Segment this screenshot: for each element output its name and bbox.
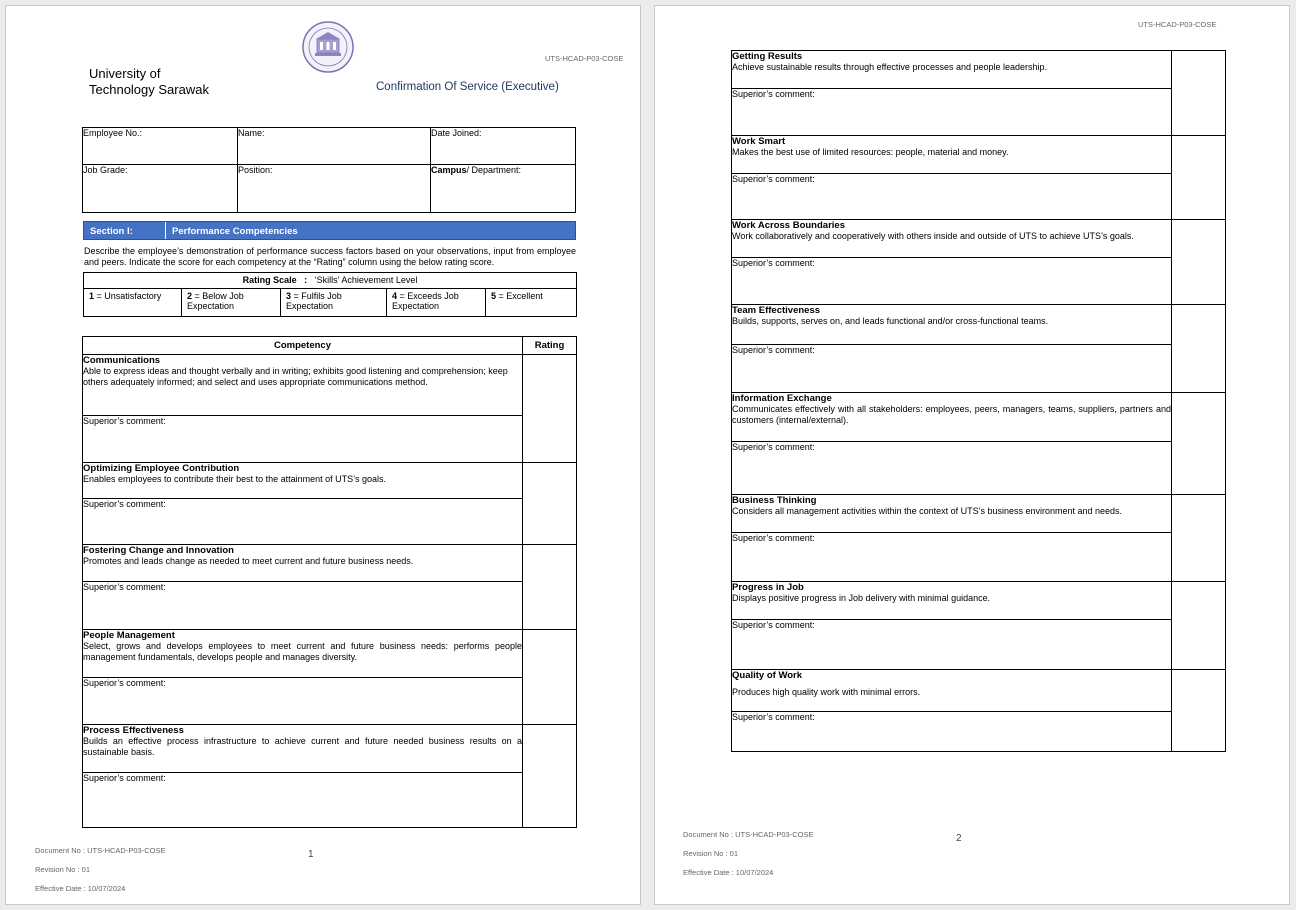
competency-title: Information Exchange [732,393,832,404]
superior-comment-field[interactable]: Superior’s comment: [732,89,1172,136]
document-code: UTS-HCAD-P03-COSE [1138,20,1217,29]
rating-scale-title: Rating Scale [242,275,297,285]
rating-scale-header [84,273,577,289]
position-field[interactable]: Position: [238,165,431,213]
rating-level-text: = Fulfils Job Expectation [286,291,342,311]
competency-process-effectiveness [83,725,523,773]
superior-comment-field[interactable]: Superior’s comment: [732,174,1172,220]
rating-cell[interactable] [523,725,577,828]
rating-level-2 [182,289,281,317]
competency-table-page-1 [82,336,577,828]
competency-getting-results [732,51,1172,89]
competency-title: Fostering Change and Innovation [83,545,234,556]
superior-comment-field[interactable]: Superior’s comment: [83,678,523,725]
university-name-line-2: Technology Sarawak [89,82,209,97]
competency-description: Considers all management activities within the context of UTS’s business environment and needs. [732,506,1123,516]
footer-revision-no: Revision No : 01 [683,849,739,858]
superior-comment-field[interactable]: Superior’s comment: [732,533,1172,582]
rating-level-5 [486,289,577,317]
competency-title: Progress in Job [732,582,804,593]
competency-description: Able to express ideas and thought verbally and in writing; exhibits good listening and comprehension; keep others adequately informed; and select and uses appropriate communications method. [83,366,508,387]
rating-scale-table [83,272,577,317]
job-grade-field[interactable]: Job Grade: [83,165,238,213]
competency-business-thinking [732,495,1172,533]
competency-title: Process Effectiveness [83,725,184,736]
rating-cell[interactable] [1172,582,1226,670]
competency-title: Communications [83,355,161,366]
footer-document-no: Document No : UTS-HCAD-P03-COSE [683,830,814,839]
rating-cell[interactable] [1172,305,1226,393]
superior-comment-field[interactable]: Superior’s comment: [732,258,1172,305]
university-seal-logo [302,21,354,73]
rating-cell[interactable] [523,545,577,630]
rating-level-text: = Unsatisfactory [94,291,162,301]
rating-column-header: Rating [523,337,577,355]
footer-revision-no: Revision No : 01 [35,865,91,874]
competency-title: Work Across Boundaries [732,220,845,231]
page-number: 2 [956,833,962,844]
superior-comment-field[interactable]: Superior’s comment: [83,499,523,545]
rating-level-3 [281,289,387,317]
competency-information-exchange [732,393,1172,442]
footer-effective-date: Effective Date : 10/07/2024 [35,884,126,893]
rating-level-number: 2 [187,291,193,301]
university-name-line-1: University of [89,66,161,81]
department-label: / Department: [466,165,522,175]
competency-description: Builds, supports, serves on, and leads functional and/or cross-functional teams. [732,316,1049,326]
competency-description: Displays positive progress in Job delivery with minimal guidance. [732,593,991,603]
section-title: Performance Competencies [172,226,298,237]
rating-cell[interactable] [1172,393,1226,495]
competency-description: Produces high quality work with minimal errors. [732,687,921,697]
rating-level-number: 5 [491,291,497,301]
rating-level-text: = Excellent [496,291,543,301]
rating-cell[interactable] [523,630,577,725]
competency-description: Enables employees to contribute their best to the attainment of UTS’s goals. [83,474,387,484]
rating-level-4 [387,289,486,317]
document-code: UTS-HCAD-P03-COSE [545,54,624,63]
superior-comment-field[interactable]: Superior’s comment: [732,345,1172,393]
rating-cell[interactable] [1172,670,1226,752]
superior-comment-field[interactable]: Superior’s comment: [83,416,523,463]
competency-fostering-change-and-innovation [83,545,523,582]
rating-cell[interactable] [523,355,577,463]
competency-description: Promotes and leads change as needed to meet current and future business needs. [83,556,414,566]
footer-effective-date: Effective Date : 10/07/2024 [683,868,774,877]
name-field[interactable]: Name: [238,128,431,165]
rating-cell[interactable] [1172,136,1226,220]
rating-cell[interactable] [523,463,577,545]
competency-description: Builds an effective process infrastructure to achieve current and future needed business results on a sustainable basis. [83,736,522,757]
competency-table-page-2 [731,50,1226,752]
competency-description: Achieve sustainable results through effective processes and people leadership. [732,62,1048,72]
footer-document-no: Document No : UTS-HCAD-P03-COSE [35,846,166,855]
campus-department-field[interactable] [431,165,576,213]
competency-title: Team Effectiveness [732,305,821,316]
rating-level-text: = Exceeds Job Expectation [392,291,459,311]
competency-optimizing-employee-contribution [83,463,523,499]
rating-cell[interactable] [1172,220,1226,305]
rating-level-text: = Below Job Expectation [187,291,244,311]
superior-comment-field[interactable]: Superior’s comment: [732,620,1172,670]
competency-description: Communicates effectively with all stakeholders: employees, peers, managers, teams, suppliers, partners and customers (internal/external). [732,404,1171,425]
competency-title: Work Smart [732,136,786,147]
rating-level-number: 4 [392,291,398,301]
competency-title: Business Thinking [732,495,817,506]
superior-comment-field[interactable]: Superior’s comment: [732,442,1172,495]
superior-comment-field[interactable]: Superior’s comment: [732,712,1172,752]
section-divider [165,222,166,239]
competency-description: Select, grows and develops employees to meet current and future business needs: performs people management fundamentals, develops people and manages diversity. [83,641,522,662]
section-header [83,221,576,240]
campus-label: Campus [431,165,467,175]
rating-cell[interactable] [1172,51,1226,136]
rating-level-number: 3 [286,291,292,301]
instructions-text: Describe the employee’s demonstration of performance success factors based on your observations, input from employee and peers. Indicate the score for each competency at the “Rating” column using the below rating score. [84,246,576,267]
competency-description: Work collaboratively and cooperatively with others inside and outside of UTS to achieve UTS’s goals. [732,231,1134,241]
document-page-2 [654,5,1290,905]
competency-title: Getting Results [732,51,803,62]
competency-team-effectiveness [732,305,1172,345]
employee-no-field[interactable]: Employee No.: [83,128,238,165]
competency-title: People Management [83,630,175,641]
competency-work-across-boundaries [732,220,1172,258]
section-label: Section I: [90,226,133,237]
university-name [89,66,209,98]
form-title: Confirmation Of Service (Executive) [376,81,559,93]
rating-scale-subtitle: ‘Skills’ Achievement Level [314,275,418,285]
document-page-1 [5,5,641,905]
competency-quality-of-work [732,670,1172,712]
competency-description: Makes the best use of limited resources: people, material and money. [732,147,1009,157]
superior-comment-field[interactable]: Superior’s comment: [83,773,523,828]
superior-comment-field[interactable]: Superior’s comment: [83,582,523,630]
date-joined-field[interactable]: Date Joined: [431,128,576,165]
competency-people-management [83,630,523,678]
competency-title: Optimizing Employee Contribution [83,463,240,474]
rating-scale-separator: : [304,275,308,285]
rating-level-number: 1 [89,291,95,301]
competency-title: Quality of Work [732,670,803,681]
competency-column-header: Competency [83,337,523,355]
competency-work-smart [732,136,1172,174]
rating-level-1 [84,289,182,317]
rating-levels-row [84,289,577,317]
rating-cell[interactable] [1172,495,1226,582]
competency-progress-in-job [732,582,1172,620]
page-number: 1 [308,849,314,860]
employee-info-table [82,127,576,213]
competency-communications [83,355,523,416]
